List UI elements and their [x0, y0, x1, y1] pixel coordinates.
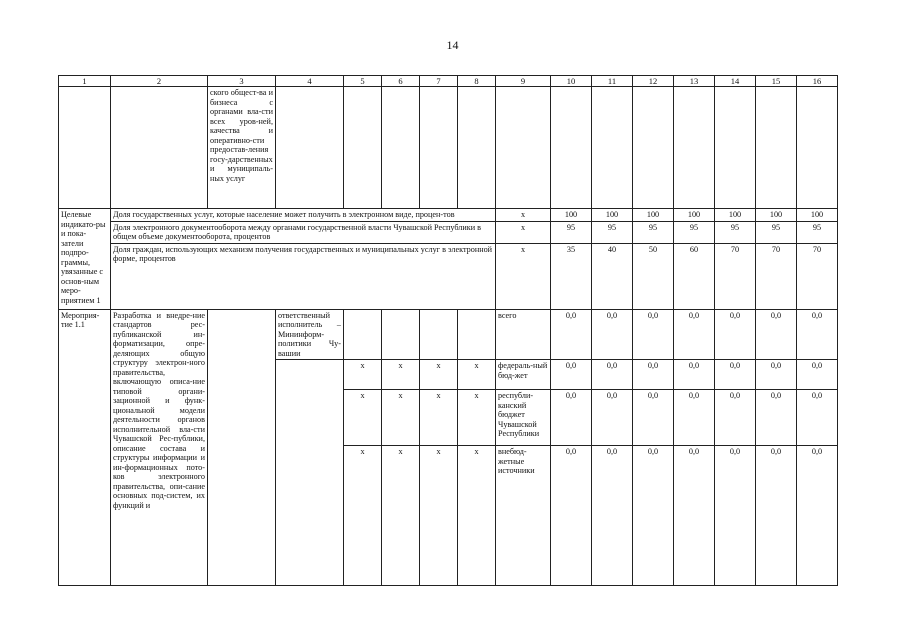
header-cell: 2 [111, 76, 208, 87]
funding-value: 0,0 [756, 446, 797, 586]
funding-value: 0,0 [756, 309, 797, 360]
funding-x: x [344, 360, 382, 390]
header-cell: 13 [674, 76, 715, 87]
indicator-value: 95 [756, 221, 797, 243]
funding-x: x [344, 390, 382, 446]
indicator-x: x [496, 209, 551, 222]
funding-value: 0,0 [715, 390, 756, 446]
continuation-row [59, 87, 838, 209]
indicator-value: 35 [551, 243, 592, 309]
funding-value: 0,0 [633, 309, 674, 360]
header-cell: 16 [797, 76, 838, 87]
funding-row [59, 309, 838, 360]
indicator-text: Доля граждан, использующих механизм получения государственных и муниципальных услуг в электронной форме, процентов [111, 243, 496, 309]
measure-label: Мероприя-тие 1.1 [59, 309, 111, 586]
funding-value: 0,0 [756, 390, 797, 446]
page-number: 14 [446, 38, 459, 52]
indicator-text: Доля государственных услуг, которые население может получить в электронном виде, процен-тов [111, 209, 496, 222]
indicator-text: Доля электронного документооборота между органами государственной власти Чувашской Республики в общем объеме документооборота, процентов [111, 221, 496, 243]
funding-value: 0,0 [797, 446, 838, 586]
funding-x: x [420, 446, 458, 586]
header-cell: 6 [382, 76, 420, 87]
funding-value: 0,0 [674, 360, 715, 390]
indicator-value: 50 [633, 243, 674, 309]
funding-x [420, 309, 458, 360]
indicator-row [59, 221, 838, 243]
indicator-value: 95 [633, 221, 674, 243]
header-cell: 15 [756, 76, 797, 87]
funding-value: 0,0 [592, 309, 633, 360]
header-cell: 4 [276, 76, 344, 87]
indicator-value: 70 [797, 243, 838, 309]
funding-x: x [344, 446, 382, 586]
funding-x: x [382, 446, 420, 586]
indicator-value: 70 [715, 243, 756, 309]
funding-x: x [382, 360, 420, 390]
indicator-value: 95 [551, 221, 592, 243]
funding-value: 0,0 [797, 309, 838, 360]
header-cell: 1 [59, 76, 111, 87]
indicator-row [59, 243, 838, 309]
funding-value: 0,0 [674, 446, 715, 586]
indicator-x: x [496, 221, 551, 243]
funding-value: 0,0 [797, 390, 838, 446]
funding-x: x [458, 390, 496, 446]
indicator-value: 40 [592, 243, 633, 309]
indicator-value: 70 [756, 243, 797, 309]
funding-value: 0,0 [674, 390, 715, 446]
empty-col3 [208, 309, 276, 586]
funding-value: 0,0 [633, 446, 674, 586]
indicator-value: 95 [715, 221, 756, 243]
funding-x: x [420, 360, 458, 390]
funding-value: 0,0 [674, 309, 715, 360]
header-cell: 8 [458, 76, 496, 87]
indicator-value: 100 [592, 209, 633, 222]
funding-value: 0,0 [797, 360, 838, 390]
funding-value: 0,0 [592, 390, 633, 446]
indicator-row [59, 209, 838, 222]
funding-value: 0,0 [551, 309, 592, 360]
program-table [58, 75, 838, 586]
header-cell: 7 [420, 76, 458, 87]
indicator-value: 100 [633, 209, 674, 222]
funding-source: всего [496, 309, 551, 360]
funding-value: 0,0 [715, 360, 756, 390]
indicator-value: 100 [797, 209, 838, 222]
funding-x: x [458, 446, 496, 586]
indicator-value: 100 [674, 209, 715, 222]
continuation-text: ского общест-ва и бизнеса с органами вла-сти всех уров-ней, качества и оперативно-сти предостав-ления госу-дарственных и муниципаль-ных услуг [208, 87, 276, 209]
indicator-value: 60 [674, 243, 715, 309]
funding-source: внебюд-жетные источники [496, 446, 551, 586]
funding-value: 0,0 [551, 446, 592, 586]
indicator-value: 95 [797, 221, 838, 243]
indicator-x: x [496, 243, 551, 309]
funding-value: 0,0 [633, 360, 674, 390]
measure-executor: ответственный исполнитель – Мининформ-политики Чу-вашии [276, 309, 344, 360]
header-cell: 3 [208, 76, 276, 87]
funding-value: 0,0 [715, 446, 756, 586]
indicators-label: Целевые индикато-ры и пока-затели подпро-граммы, увязанные с основ-ным меро-приятием 1 [59, 209, 111, 310]
header-cell: 5 [344, 76, 382, 87]
header-cell: 10 [551, 76, 592, 87]
header-cell: 11 [592, 76, 633, 87]
funding-x [458, 309, 496, 360]
funding-value: 0,0 [715, 309, 756, 360]
header-cell: 14 [715, 76, 756, 87]
funding-value: 0,0 [551, 390, 592, 446]
funding-value: 0,0 [633, 390, 674, 446]
funding-x: x [420, 390, 458, 446]
funding-x: x [458, 360, 496, 390]
funding-x: x [382, 390, 420, 446]
header-row [59, 76, 838, 87]
funding-source: федераль-ный бюд-жет [496, 360, 551, 390]
funding-x [344, 309, 382, 360]
indicator-value: 100 [756, 209, 797, 222]
funding-value: 0,0 [592, 360, 633, 390]
executor-continuation [276, 360, 344, 586]
header-cell: 12 [633, 76, 674, 87]
funding-x [382, 309, 420, 360]
indicator-value: 95 [592, 221, 633, 243]
indicator-value: 100 [551, 209, 592, 222]
funding-value: 0,0 [551, 360, 592, 390]
funding-source: республи-канский бюджет Чувашской Республики [496, 390, 551, 446]
indicator-value: 100 [715, 209, 756, 222]
indicator-value: 95 [674, 221, 715, 243]
header-cell: 9 [496, 76, 551, 87]
measure-description: Разработка и внедре-ние стандартов рес-публиканской ин-форматизации, опре-деляющих общую структуру электрон-ного правительства, включающую описа-ние типовой органи-зационной и функ-циональной модели деятельности органов исполнительной вла-сти Чувашской Рес-публики, описание состава и структуры информации и ин-формационных пото-ков электронного правительства, опи-сание основных под-систем, их функций и [111, 309, 208, 586]
funding-value: 0,0 [592, 446, 633, 586]
funding-value: 0,0 [756, 360, 797, 390]
